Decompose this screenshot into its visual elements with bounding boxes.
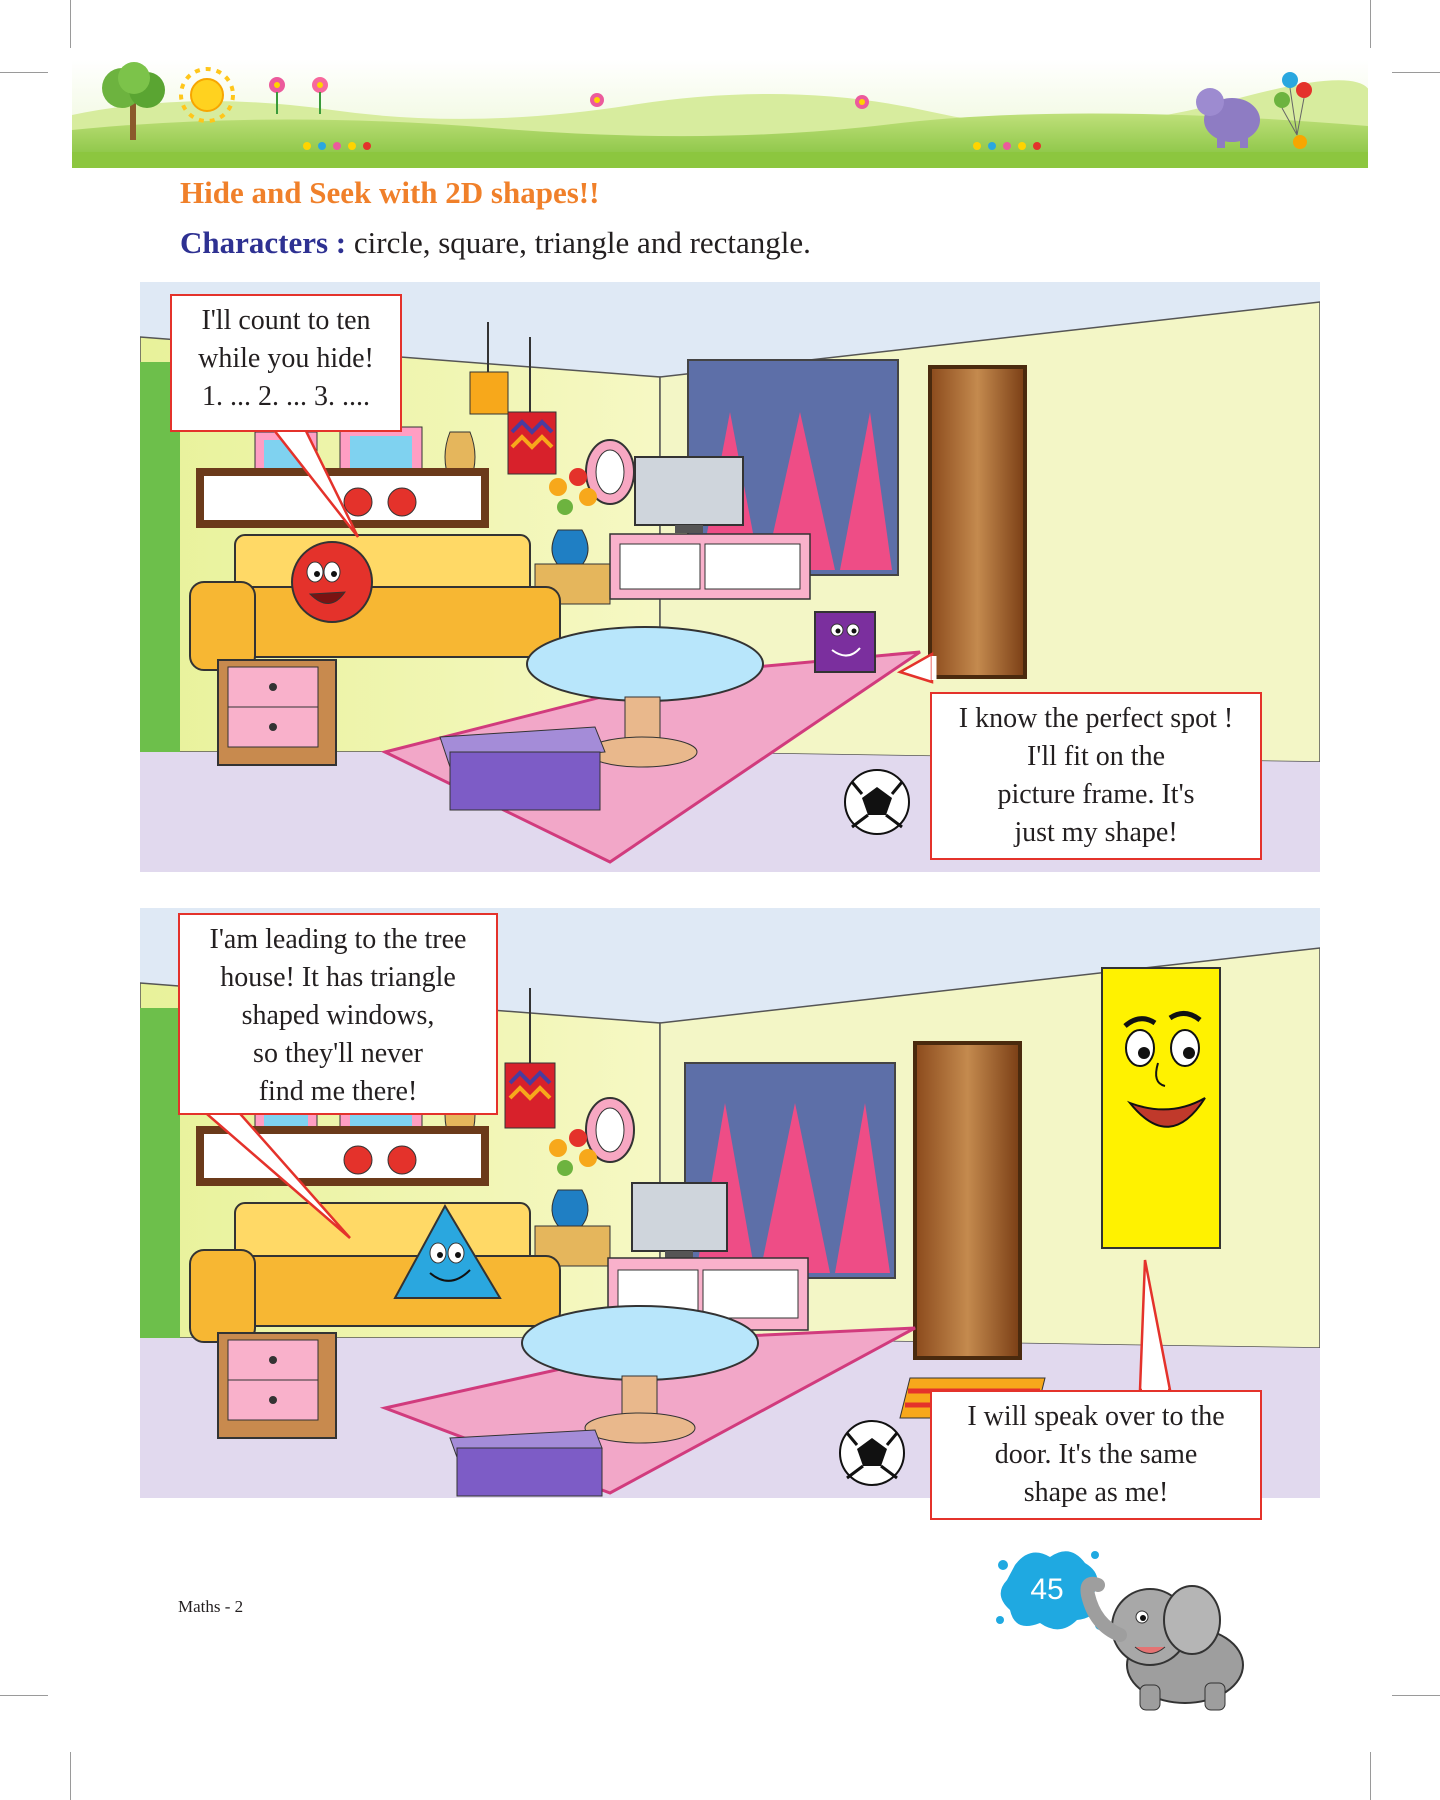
crop-mark xyxy=(0,1695,48,1696)
crop-mark xyxy=(1392,1695,1440,1696)
elephant-icon xyxy=(1080,1565,1270,1715)
square-speech-bubble xyxy=(930,692,1262,860)
crop-mark xyxy=(70,1752,71,1800)
bubble-line: find me there! xyxy=(258,1076,418,1107)
rectangle-speech-bubble xyxy=(930,1390,1262,1520)
flower-icon xyxy=(590,93,604,107)
bubble-line: while you hide! xyxy=(198,343,374,374)
bubble-line: house! It has triangle xyxy=(220,962,456,993)
bubble-line: I'll count to ten xyxy=(201,305,371,336)
scene-living-room-1 xyxy=(140,282,1320,872)
bubble-line: picture frame. It's xyxy=(997,779,1195,810)
crop-mark xyxy=(70,0,71,48)
bubble-line: so they'll never xyxy=(253,1038,423,1069)
bubble-line: I'am leading to the tree xyxy=(209,924,467,955)
bubble-line: door. It's the same xyxy=(994,1439,1198,1470)
bubble-line: just my shape! xyxy=(1014,817,1178,848)
scene-living-room-2 xyxy=(140,908,1320,1508)
circle-speech-bubble xyxy=(170,294,402,432)
characters-line xyxy=(180,225,811,261)
crop-mark xyxy=(1370,1752,1371,1800)
football-icon xyxy=(840,1421,904,1485)
crop-mark xyxy=(0,72,48,73)
bubble-line: I will speak over to the xyxy=(967,1401,1225,1432)
footer-book-title: Maths - 2 xyxy=(178,1597,244,1616)
bubble-line: shaped windows, xyxy=(241,1000,435,1031)
page-number: 45 xyxy=(1030,1573,1064,1606)
bubble-line: I'll fit on the xyxy=(1026,741,1166,772)
bubble-line: 1. ... 2. ... 3. .... xyxy=(202,381,370,412)
bubble-line: I know the perfect spot ! xyxy=(958,703,1234,734)
rectangle-character-icon xyxy=(1102,968,1220,1248)
flower-icon xyxy=(855,95,869,109)
characters-list: circle, square, triangle and rectangle. xyxy=(346,225,811,260)
characters-label: Characters : xyxy=(180,225,347,260)
square-character-icon xyxy=(815,612,875,672)
bubble-line: shape as me! xyxy=(1023,1477,1169,1508)
crop-mark xyxy=(1370,0,1371,48)
circle-character-icon xyxy=(292,542,372,622)
page-title: Hide and Seek with 2D shapes!! xyxy=(180,175,600,210)
football-icon xyxy=(845,770,909,834)
triangle-speech-bubble xyxy=(178,913,498,1115)
crop-mark xyxy=(1392,72,1440,73)
header-banner xyxy=(72,60,1368,168)
